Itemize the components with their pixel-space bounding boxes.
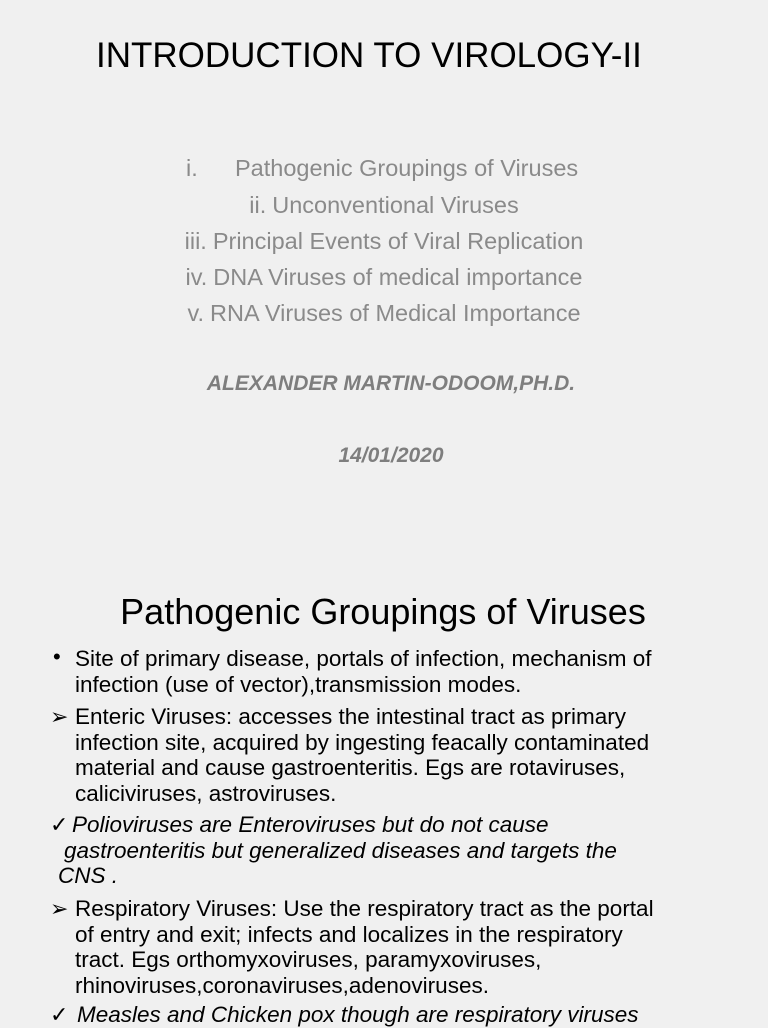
arrow-bullet-icon: ➢ (50, 896, 69, 921)
bullet-dot-icon: • (53, 644, 61, 669)
agenda-item (0, 192, 768, 219)
author-name: ALEXANDER MARTIN-ODOOM,PH.D. (206, 372, 576, 395)
bullet-line: gastroenteritis but generalized diseases and targets the (64, 837, 617, 863)
agenda-item-text: Unconventional Viruses (272, 192, 519, 218)
checkmark-icon: ✓ (50, 812, 69, 837)
bullet-line: Enteric Viruses: accesses the intestinal tract as primary (75, 704, 627, 729)
bullet-line: tract. Egs orthomyxoviruses, paramyxoviruses, (75, 947, 542, 973)
bullet-line: material and cause gastroenteritis. Egs are rotaviruses, (75, 755, 626, 781)
bullet-line: Respiratory Viruses: Use the respiratory tract as the portal (75, 896, 654, 921)
agenda-item-number: v. (187, 300, 205, 326)
agenda-item-text: Principal Events of Viral Replication (212, 228, 584, 254)
bullet-line: rhinoviruses,coronaviruses,adenoviruses. (75, 972, 489, 998)
bullet-line: Site of primary disease, portals of infection, mechanism of (75, 646, 652, 671)
bullet-line: Measles and Chicken pox though are respiratory viruses (77, 1002, 639, 1027)
agenda-item (0, 228, 768, 255)
agenda-item-number: i. (186, 155, 198, 181)
bullet-line: Polioviruses are Enteroviruses but do not cause (72, 812, 549, 837)
agenda-item (0, 300, 768, 327)
agenda-item-number: iv. (185, 264, 208, 290)
agenda-item-text: Pathogenic Groupings of Viruses (235, 155, 579, 181)
checkmark-icon: ✓ (50, 1002, 69, 1027)
bullet-line: CNS . (58, 863, 119, 889)
agenda-item-text: DNA Viruses of medical importance (213, 264, 583, 290)
slide-title: INTRODUCTION TO VIROLOGY-II (96, 36, 642, 75)
agenda-item-text: RNA Viruses of Medical Importance (210, 300, 581, 326)
agenda-item-number: ii. (249, 192, 267, 218)
bullet-line: caliciviruses, astroviruses. (75, 780, 337, 806)
agenda-item-number: iii. (184, 228, 207, 254)
slide-title: Pathogenic Groupings of Viruses (120, 591, 646, 632)
agenda-item (0, 264, 768, 291)
bullet-line: infection site, acquired by ingesting feacally contaminated (75, 729, 650, 755)
bullet-line: infection (use of vector),transmission modes. (75, 671, 522, 697)
presentation-date: 14/01/2020 (338, 444, 444, 467)
content-slide (0, 540, 768, 1027)
bullet-line: of entry and exit; infects and localizes in the respiratory (75, 921, 623, 947)
arrow-bullet-icon: ➢ (50, 704, 69, 729)
